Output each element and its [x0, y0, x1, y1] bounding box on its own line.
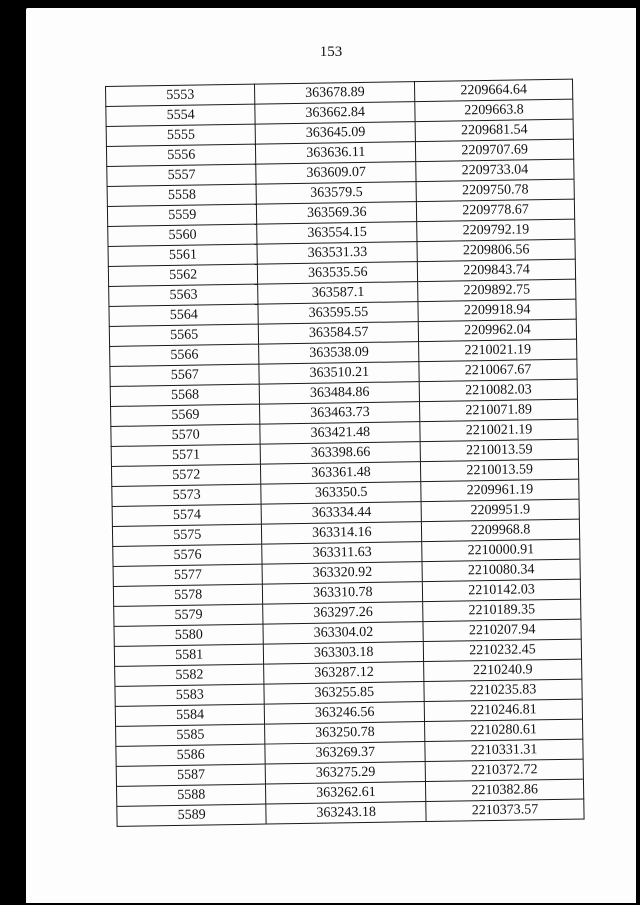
x-coordinate-cell: 363554.15 [257, 222, 417, 245]
y-coordinate-cell: 2210071.89 [420, 399, 578, 421]
x-coordinate-cell: 363678.89 [255, 82, 415, 105]
point-id-cell: 5589 [117, 804, 267, 826]
x-coordinate-cell: 363310.78 [263, 582, 423, 605]
x-coordinate-cell: 363287.12 [264, 662, 424, 685]
y-coordinate-cell: 2209681.54 [415, 119, 573, 141]
x-coordinate-cell: 363569.36 [257, 202, 417, 225]
x-coordinate-cell: 363262.61 [266, 782, 426, 805]
y-coordinate-cell: 2209918.94 [418, 299, 576, 321]
point-id-cell: 5570 [111, 424, 261, 446]
point-id-cell: 5582 [115, 664, 265, 686]
point-id-cell: 5566 [110, 344, 260, 366]
point-id-cell: 5553 [106, 84, 256, 106]
y-coordinate-cell: 2210207.94 [423, 619, 581, 641]
x-coordinate-cell: 363361.48 [261, 462, 421, 485]
point-id-cell: 5580 [114, 624, 264, 646]
x-coordinate-cell: 363311.63 [262, 542, 422, 565]
point-id-cell: 5573 [112, 484, 262, 506]
x-coordinate-cell: 363350.5 [261, 482, 421, 505]
x-coordinate-cell: 363662.84 [255, 102, 415, 125]
y-coordinate-cell: 2210000.91 [422, 539, 580, 561]
y-coordinate-cell: 2210013.59 [420, 439, 578, 461]
y-coordinate-cell: 2209961.19 [421, 479, 579, 501]
coordinates-table-body [106, 79, 585, 826]
y-coordinate-cell: 2210331.31 [425, 739, 583, 761]
y-coordinate-cell: 2210189.35 [423, 599, 581, 621]
y-coordinate-cell: 2210021.19 [419, 339, 577, 361]
y-coordinate-cell: 2209968.8 [422, 519, 580, 541]
y-coordinate-cell: 2209733.04 [416, 159, 574, 181]
x-coordinate-cell: 363538.09 [259, 342, 419, 365]
y-coordinate-cell: 2209664.64 [415, 79, 573, 101]
y-coordinate-cell: 2209750.78 [416, 179, 574, 201]
x-coordinate-cell: 363246.56 [265, 702, 425, 725]
coordinates-table [105, 79, 585, 827]
x-coordinate-cell: 363320.92 [262, 562, 422, 585]
x-coordinate-cell: 363584.57 [259, 322, 419, 345]
x-coordinate-cell: 363484.86 [260, 382, 420, 405]
x-coordinate-cell: 363243.18 [266, 802, 426, 825]
x-coordinate-cell: 363645.09 [256, 122, 416, 145]
point-id-cell: 5581 [114, 644, 264, 666]
point-id-cell: 5555 [106, 124, 256, 146]
point-id-cell: 5576 [113, 544, 263, 566]
point-id-cell: 5567 [110, 364, 260, 386]
point-id-cell: 5554 [106, 104, 256, 126]
x-coordinate-cell: 363250.78 [265, 722, 425, 745]
point-id-cell: 5584 [115, 704, 265, 726]
point-id-cell: 5578 [113, 584, 263, 606]
point-id-cell: 5556 [106, 144, 256, 166]
point-id-cell: 5561 [108, 244, 258, 266]
point-id-cell: 5569 [111, 404, 261, 426]
point-id-cell: 5577 [113, 564, 263, 586]
x-coordinate-cell: 363303.18 [264, 642, 424, 665]
x-coordinate-cell: 363275.29 [266, 762, 426, 785]
y-coordinate-cell: 2209806.56 [417, 239, 575, 261]
x-coordinate-cell: 363636.11 [256, 142, 416, 165]
x-coordinate-cell: 363609.07 [256, 162, 416, 185]
y-coordinate-cell: 2210382.86 [426, 779, 584, 801]
x-coordinate-cell: 363314.16 [262, 522, 422, 545]
y-coordinate-cell: 2210280.61 [425, 719, 583, 741]
y-coordinate-cell: 2210373.57 [426, 799, 584, 821]
coordinates-table-wrapper [105, 79, 585, 827]
x-coordinate-cell: 363269.37 [265, 742, 425, 765]
x-coordinate-cell: 363587.1 [258, 282, 418, 305]
y-coordinate-cell: 2209951.9 [421, 499, 579, 521]
point-id-cell: 5564 [109, 304, 259, 326]
page-number: 153 [319, 44, 343, 60]
y-coordinate-cell: 2210372.72 [425, 759, 583, 781]
point-id-cell: 5568 [110, 384, 260, 406]
y-coordinate-cell: 2210021.19 [420, 419, 578, 441]
y-coordinate-cell: 2210246.81 [424, 699, 582, 721]
y-coordinate-cell: 2209792.19 [417, 219, 575, 241]
y-coordinate-cell: 2210142.03 [422, 579, 580, 601]
point-id-cell: 5560 [108, 224, 258, 246]
y-coordinate-cell: 2210013.59 [421, 459, 579, 481]
y-coordinate-cell: 2210080.34 [422, 559, 580, 581]
point-id-cell: 5579 [114, 604, 264, 626]
x-coordinate-cell: 363304.02 [263, 622, 423, 645]
y-coordinate-cell: 2210082.03 [419, 379, 577, 401]
y-coordinate-cell: 2209707.69 [416, 139, 574, 161]
x-coordinate-cell: 363255.85 [264, 682, 424, 705]
y-coordinate-cell: 2209892.75 [418, 279, 576, 301]
document-page [26, 8, 636, 903]
y-coordinate-cell: 2209663.8 [415, 99, 573, 121]
point-id-cell: 5557 [107, 164, 257, 186]
y-coordinate-cell: 2210067.67 [419, 359, 577, 381]
point-id-cell: 5574 [112, 504, 262, 526]
x-coordinate-cell: 363421.48 [260, 422, 420, 445]
y-coordinate-cell: 2209962.04 [418, 319, 576, 341]
point-id-cell: 5571 [111, 444, 261, 466]
point-id-cell: 5585 [116, 724, 266, 746]
x-coordinate-cell: 363334.44 [262, 502, 422, 525]
point-id-cell: 5572 [111, 464, 261, 486]
x-coordinate-cell: 363595.55 [258, 302, 418, 325]
x-coordinate-cell: 363398.66 [261, 442, 421, 465]
point-id-cell: 5587 [116, 764, 266, 786]
y-coordinate-cell: 2209843.74 [417, 259, 575, 281]
point-id-cell: 5559 [107, 204, 257, 226]
y-coordinate-cell: 2210232.45 [423, 639, 581, 661]
point-id-cell: 5562 [108, 264, 258, 286]
point-id-cell: 5565 [109, 324, 259, 346]
point-id-cell: 5583 [115, 684, 265, 706]
x-coordinate-cell: 363510.21 [259, 362, 419, 385]
point-id-cell: 5558 [107, 184, 257, 206]
x-coordinate-cell: 363297.26 [263, 602, 423, 625]
y-coordinate-cell: 2210235.83 [424, 679, 582, 701]
point-id-cell: 5575 [112, 524, 262, 546]
point-id-cell: 5563 [109, 284, 259, 306]
y-coordinate-cell: 2210240.9 [424, 659, 582, 681]
x-coordinate-cell: 363579.5 [256, 182, 416, 205]
point-id-cell: 5586 [116, 744, 266, 766]
x-coordinate-cell: 363463.73 [260, 402, 420, 425]
x-coordinate-cell: 363535.56 [258, 262, 418, 285]
y-coordinate-cell: 2209778.67 [417, 199, 575, 221]
x-coordinate-cell: 363531.33 [257, 242, 417, 265]
point-id-cell: 5588 [117, 784, 267, 806]
